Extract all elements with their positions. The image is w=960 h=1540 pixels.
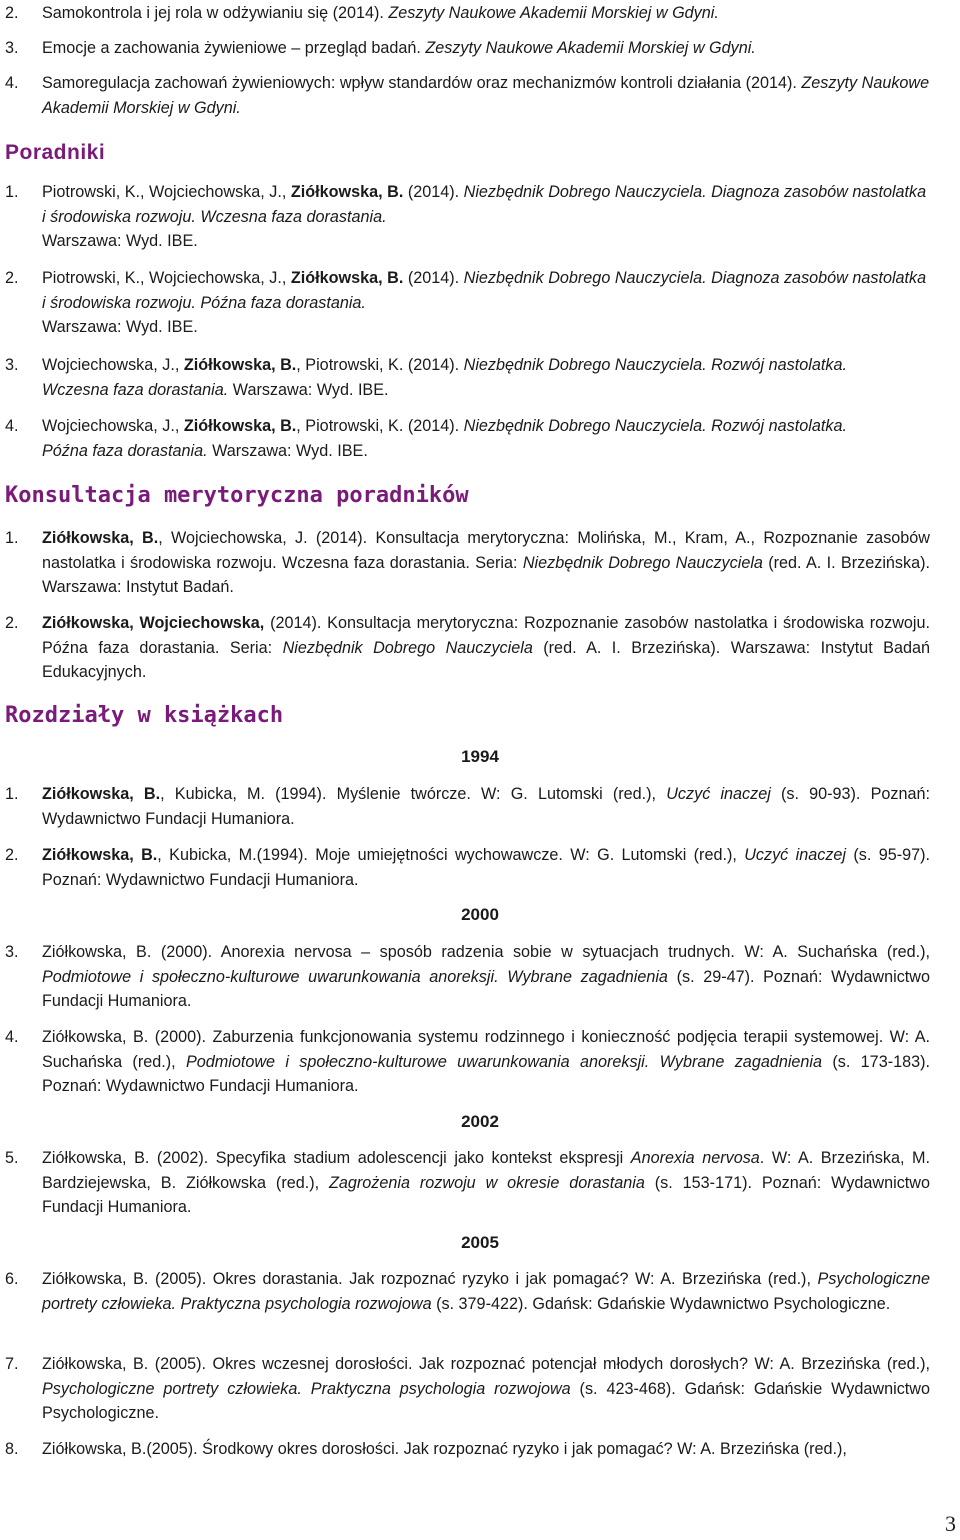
entry-number: 3. (5, 39, 19, 57)
title-italic: Niezbędnik Dobrego Nauczyciela. Rozwój nastolatka. (463, 356, 847, 374)
year-heading: 2002 (461, 1112, 499, 1131)
entry-text (42, 526, 930, 600)
text-run: Warszawa: Wyd. IBE. (42, 232, 198, 250)
title-italic: Niezbędnik Dobrego Nauczyciela. Rozwój nastolatka. (463, 417, 847, 435)
title-italic: Niezbędnik Dobrego Nauczyciela. Diagnoza zasobów nastolatka i środowiska rozwoju. Wczesna faza dorastania. (42, 183, 927, 226)
text-run: (s. 379-422). Gdańsk: Gdańskie Wydawnictwo Psychologiczne. (431, 1294, 891, 1313)
title-italic: Psychologiczne portrety człowieka. Praktyczna psychologia rozwojowa (42, 1379, 571, 1398)
title-italic: Podmiotowe i społeczno-kulturowe uwarunkowania anoreksji. Wybrane zagadnienia (185, 1052, 823, 1071)
title-italic: Zeszyty Naukowe Akademii Morskiej w Gdyni. (42, 74, 930, 117)
entry-number: 1. (5, 529, 19, 547)
text-run: Warszawa: Wyd. IBE. (42, 318, 198, 336)
entry-number: 8. (5, 1440, 19, 1458)
author-bold: Ziółkowska, B. (183, 356, 297, 374)
title-italic: Uczyć inaczej (666, 785, 771, 803)
text-run: Ziółkowska, B. (2000). Zaburzenia funkcjonowania systemu rodzinnego i konieczność podjęcia terapii systemowej. W: A. Suchańska (red.), (42, 1028, 930, 1071)
title-italic: Późna faza dorastania. (42, 441, 208, 460)
text-run: Wojciechowska, J., (42, 356, 184, 374)
author-bold: Ziółkowska, B. (42, 785, 161, 803)
page-number: 3 (945, 1511, 956, 1536)
text-run: Warszawa: Wyd. IBE. (207, 441, 368, 460)
entry-number: 6. (5, 1270, 19, 1288)
year-heading: 2005 (461, 1233, 499, 1252)
entry-number: 4. (5, 1028, 19, 1046)
consultation-entry (5, 611, 930, 685)
entry-number: 1. (5, 183, 19, 201)
entry-text (42, 180, 930, 254)
entry-number: 2. (5, 4, 19, 22)
entry-text (42, 611, 930, 685)
text-run: (red. A. I. Brzezińska). Warszawa: Instytut Badań Edukacyjnych. (42, 638, 930, 681)
title-italic: Niezbędnik Dobrego Nauczyciela. Diagnoza zasobów nastolatka i środowiska rozwoju. Późna faza dorastania. (42, 269, 927, 312)
text-run: Ziółkowska, B. (2000). Anorexia nervosa – sposób radzenia sobie w sytuacjach trudnych. W: A. Suchańska (red.), (42, 943, 930, 961)
entry-number: 2. (5, 614, 19, 632)
guide-entry (5, 266, 930, 340)
entry-text (42, 940, 930, 1014)
text-run: Piotrowski, K., Wojciechowska, J., (42, 269, 291, 287)
chapter-entry (5, 1267, 930, 1316)
text-run: (2014). (403, 183, 464, 201)
entry-number: 2. (5, 269, 19, 287)
entry-text (42, 782, 930, 831)
text-run: Ziółkowska, B. (2002). Specyfika stadium adolescencji jako kontekst ekspresji (42, 1149, 631, 1167)
title-italic: Niezbędnik Dobrego Nauczyciela (282, 638, 533, 657)
author-bold: Ziółkowska, Wojciechowska, (42, 614, 265, 632)
chapter-entry (5, 1146, 930, 1220)
text-run: , Piotrowski, K. (2014). (296, 356, 464, 374)
chapter-entry (5, 1025, 930, 1099)
entry-text (42, 71, 930, 120)
chapter-entry (5, 1437, 930, 1462)
chapter-entry (5, 1352, 930, 1426)
entry-text (42, 843, 930, 892)
title-italic: Uczyć inaczej (744, 846, 847, 864)
text-run: (s. 95-97). Poznań: Wydawnictwo Fundacji Humaniora. (42, 846, 930, 889)
chapter-entry (5, 940, 930, 1014)
title-italic: Zagrożenia rozwoju w okresie dorastania (329, 1173, 645, 1192)
guide-entry (5, 180, 930, 254)
entry-text (42, 1437, 930, 1462)
entry-text (42, 1146, 930, 1220)
year-heading: 1994 (461, 747, 499, 766)
entry-number: 4. (5, 74, 19, 92)
guide-entry (5, 353, 930, 402)
text-run: Warszawa: Wyd. IBE. (228, 380, 389, 399)
text-run: , Kubicka, M.(1994). Moje umiejętności wychowawcze. W: G. Lutomski (red.), (157, 846, 745, 864)
title-italic: Anorexia nervosa (630, 1149, 760, 1167)
text-run: Piotrowski, K., Wojciechowska, J., (42, 183, 291, 201)
article-entry (5, 71, 930, 120)
entry-number: 5. (5, 1149, 19, 1167)
title-italic: Niezbędnik Dobrego Nauczyciela (522, 553, 763, 572)
text-run: , Wojciechowska, J. (2014). Konsultacja merytoryczna: Molińska, M., Kram, A., Rozpoznanie zasobów nastolatka i środowiska rozwoju. Wczesna faza dorastania. Seria: (42, 529, 930, 572)
entry-text (42, 36, 930, 61)
title-italic: Psychologiczne portrety człowieka. Praktyczna psychologia rozwojowa (42, 1270, 930, 1313)
title-italic: Podmiotowe i społeczno-kulturowe uwarunkowania anoreksji. Wybrane zagadnienia (42, 967, 668, 986)
entry-text (42, 1025, 930, 1099)
text-run: Ziółkowska, B.(2005). Środkowy okres dorosłości. Jak rozpoznać ryzyko i jak pomagać? W: A. Brzezińska (red.), (42, 1440, 847, 1458)
entry-text (42, 266, 930, 340)
text-run: (s. 423-468). Gdańsk: Gdańskie Wydawnictwo Psychologiczne. (42, 1379, 930, 1422)
entry-text (42, 1, 930, 26)
author-bold: Ziółkowska, B. (290, 183, 404, 201)
text-run: (red. A. I. Brzezińska). Warszawa: Instytut Badań. (42, 553, 930, 596)
entry-number: 1. (5, 785, 19, 803)
entry-text (42, 1267, 930, 1316)
text-run: . W: A. Brzezińska, M. Bardziejewska, B. Ziółkowska (red.), (42, 1149, 930, 1192)
author-bold: Ziółkowska, B. (290, 269, 404, 287)
text-run: (s. 90-93). Poznań: Wydawnictwo Fundacji Humaniora. (42, 785, 930, 828)
chapter-entry (5, 843, 930, 892)
entry-number: 3. (5, 943, 19, 961)
text-run: (s. 29-47). Poznań: Wydawnictwo Fundacji Humaniora. (42, 967, 930, 1010)
year-heading: 2000 (461, 905, 499, 924)
text-run: Ziółkowska, B. (2005). Okres dorastania. Jak rozpoznać ryzyko i jak pomagać? W: A. Brzezińska (red.), (42, 1270, 818, 1288)
text-run: (2014). Konsultacja merytoryczna: Rozpoznanie zasobów nastolatka i środowiska rozwoju. Późna faza dorastania. Seria: (42, 614, 930, 657)
text-run: Emocje a zachowania żywieniowe – przegląd badań. (42, 39, 426, 57)
section-heading-poradniki: Poradniki (5, 141, 106, 164)
text-run: Samoregulacja zachowań żywieniowych: wpływ standardów oraz mechanizmów kontroli działania (2014). (42, 74, 802, 92)
article-entry (5, 36, 930, 61)
entry-text (42, 414, 930, 463)
section-heading-konsultacja: Konsultacja merytoryczna poradników (5, 483, 469, 508)
author-bold: Ziółkowska, B. (183, 417, 297, 435)
text-run: , Kubicka, M. (1994). Myślenie twórcze. W: G. Lutomski (red.), (160, 785, 667, 803)
author-bold: Ziółkowska, B. (42, 846, 158, 864)
text-run: (2014). (403, 269, 464, 287)
entry-number: 7. (5, 1355, 19, 1373)
text-run: Wojciechowska, J., (42, 417, 184, 435)
consultation-entry (5, 526, 930, 600)
author-bold: Ziółkowska, B. (42, 529, 159, 547)
text-run: (s. 173-183). Poznań: Wydawnictwo Fundacji Humaniora. (42, 1052, 930, 1095)
text-run: , Piotrowski, K. (2014). (296, 417, 464, 435)
title-italic: Zeszyty Naukowe Akademii Morskiej w Gdyni. (388, 4, 719, 22)
entry-text (42, 353, 930, 402)
guide-entry (5, 414, 930, 463)
text-run: Ziółkowska, B. (2005). Okres wczesnej dorosłości. Jak rozpoznać potencjał młodych dorosłych? W: A. Brzezińska (red.), (42, 1355, 930, 1373)
entry-text (42, 1352, 930, 1426)
chapter-entry (5, 782, 930, 831)
entry-number: 3. (5, 356, 19, 374)
section-heading-rozdzialy: Rozdziały w książkach (5, 703, 284, 728)
entry-number: 4. (5, 417, 19, 435)
article-entry (5, 1, 930, 26)
title-italic: Wczesna faza dorastania. (42, 380, 229, 399)
text-run: Samokontrola i jej rola w odżywianiu się (2014). (42, 4, 389, 22)
text-run: (s. 153-171). Poznań: Wydawnictwo Fundacji Humaniora. (42, 1173, 930, 1216)
title-italic: Zeszyty Naukowe Akademii Morskiej w Gdyni. (425, 39, 756, 57)
entry-number: 2. (5, 846, 19, 864)
